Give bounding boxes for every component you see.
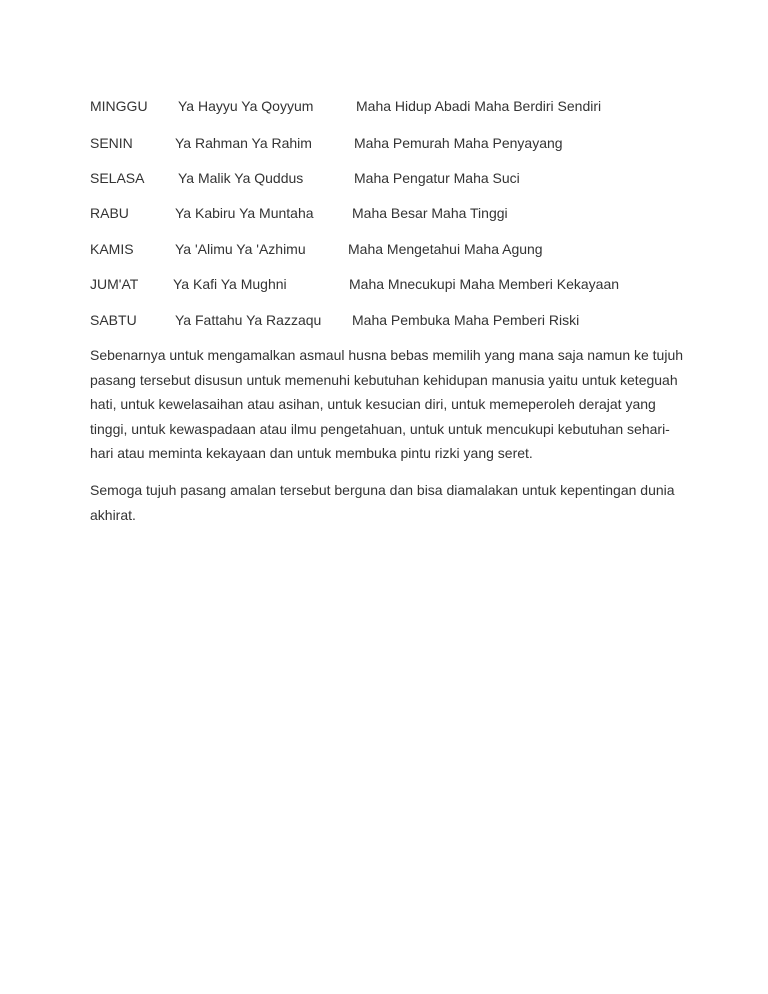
paragraph-line: tinggi, untuk kewaspadaan atau ilmu pengetahuan, untuk untuk mencukupi kebutuhan sehari- — [90, 420, 670, 437]
asma-meaning: Maha Mnecukupi Maha Memberi Kekayaan — [349, 276, 620, 292]
paragraph-line: akhirat. — [90, 506, 136, 523]
asma-name: Ya Kabiru Ya Muntaha — [175, 205, 314, 221]
day-label: SENIN — [90, 135, 133, 151]
asma-name: Ya Hayyu Ya Qoyyum — [178, 98, 314, 114]
asma-name: Ya Rahman Ya Rahim — [175, 135, 312, 151]
day-label: MINGGU — [90, 98, 148, 114]
asma-meaning: Maha Hidup Abadi Maha Berdiri Sendiri — [356, 98, 602, 114]
asma-name: Ya Kafi Ya Mughni — [173, 276, 287, 292]
day-label: SABTU — [90, 312, 137, 328]
asma-meaning: Maha Pemurah Maha Penyayang — [354, 135, 563, 151]
asma-meaning: Maha Pembuka Maha Pemberi Riski — [352, 312, 580, 328]
paragraph-line: pasang tersebut disusun untuk memenuhi kebutuhan kehidupan manusia yaitu untuk keteguah — [90, 371, 678, 388]
asma-name: Ya 'Alimu Ya 'Azhimu — [175, 241, 306, 257]
paragraph-line: Semoga tujuh pasang amalan tersebut berguna dan bisa diamalakan untuk kepentingan dunia — [90, 482, 675, 498]
asma-meaning: Maha Pengatur Maha Suci — [354, 170, 520, 186]
asma-meaning: Maha Besar Maha Tinggi — [352, 205, 508, 221]
asma-name: Ya Malik Ya Quddus — [178, 170, 304, 186]
body-paragraph — [90, 343, 690, 466]
asma-meaning: Maha Mengetahui Maha Agung — [348, 241, 543, 257]
paragraph-line: hari atau meminta kekayaan dan untuk membuka pintu rizki yang seret. — [90, 445, 533, 462]
paragraph-line: hati, untuk kewelasaihan atau asihan, untuk kesucian diri, untuk memeperoleh derajat yang — [90, 396, 656, 413]
closing-paragraph — [90, 478, 690, 527]
day-label: KAMIS — [90, 241, 134, 257]
day-label: JUM'AT — [90, 276, 139, 292]
asma-name: Ya Fattahu Ya Razzaqu — [175, 312, 322, 328]
day-label: RABU — [90, 205, 129, 221]
paragraph-line: Sebenarnya untuk mengamalkan asmaul husna bebas memilih yang mana saja namun ke tujuh — [90, 347, 684, 363]
day-label: SELASA — [90, 170, 145, 186]
